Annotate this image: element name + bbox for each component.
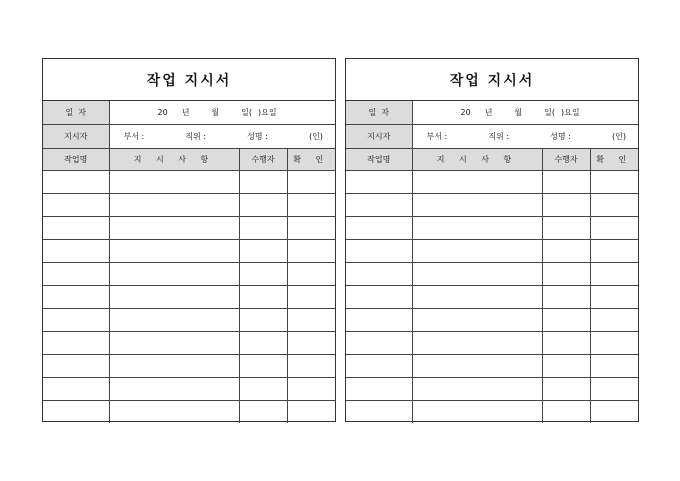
cell[interactable]: [590, 401, 638, 424]
cell[interactable]: [109, 240, 239, 263]
cell[interactable]: [287, 309, 335, 332]
cell[interactable]: [590, 217, 638, 240]
cell[interactable]: [109, 355, 239, 378]
cell[interactable]: [239, 355, 287, 378]
cell[interactable]: [287, 171, 335, 194]
cell[interactable]: [542, 286, 590, 309]
cell[interactable]: [109, 332, 239, 355]
instructor-label: 지시자: [346, 125, 412, 149]
col-header-confirm: 확 인: [287, 149, 335, 171]
instructor-field[interactable]: 부서 : 직위 : 성명 : (인): [109, 125, 335, 149]
cell[interactable]: [590, 286, 638, 309]
cell[interactable]: [590, 194, 638, 217]
cell[interactable]: [346, 355, 412, 378]
table-row: [43, 378, 335, 401]
cell[interactable]: [412, 286, 542, 309]
form-title: 작업 지시서: [346, 59, 638, 101]
work-order-form-left: [42, 58, 336, 422]
cell[interactable]: [43, 332, 109, 355]
cell[interactable]: [43, 263, 109, 286]
cell[interactable]: [287, 355, 335, 378]
cell[interactable]: [239, 401, 287, 424]
table-row: [43, 355, 335, 378]
form-table: [346, 101, 638, 423]
work-order-form-right: [345, 58, 639, 422]
cell[interactable]: [346, 240, 412, 263]
cell[interactable]: [412, 240, 542, 263]
cell[interactable]: [346, 378, 412, 401]
cell[interactable]: [542, 240, 590, 263]
table-row: [43, 194, 335, 217]
cell[interactable]: [109, 194, 239, 217]
cell[interactable]: [346, 194, 412, 217]
cell[interactable]: [287, 240, 335, 263]
cell[interactable]: [43, 355, 109, 378]
cell[interactable]: [590, 355, 638, 378]
cell[interactable]: [109, 171, 239, 194]
table-row: [346, 263, 638, 286]
cell[interactable]: [412, 171, 542, 194]
table-row: [346, 171, 638, 194]
date-label: 일 자: [346, 101, 412, 125]
cell[interactable]: [412, 217, 542, 240]
cell[interactable]: [412, 332, 542, 355]
cell[interactable]: [412, 263, 542, 286]
cell[interactable]: [542, 263, 590, 286]
cell[interactable]: [542, 217, 590, 240]
cell[interactable]: [109, 378, 239, 401]
cell[interactable]: [109, 309, 239, 332]
cell[interactable]: [346, 263, 412, 286]
table-row: [43, 263, 335, 286]
cell[interactable]: [109, 263, 239, 286]
cell[interactable]: [239, 240, 287, 263]
table-row: [346, 401, 638, 424]
cell[interactable]: [287, 194, 335, 217]
cell[interactable]: [239, 171, 287, 194]
cell[interactable]: [109, 286, 239, 309]
cell[interactable]: [109, 401, 239, 424]
col-header-task-name: 작업명: [43, 149, 109, 171]
instructor-field[interactable]: 부서 : 직위 : 성명 : (인): [412, 125, 638, 149]
table-row: [346, 194, 638, 217]
table-row: [346, 378, 638, 401]
cell[interactable]: [590, 309, 638, 332]
cell[interactable]: [239, 378, 287, 401]
cell[interactable]: [542, 378, 590, 401]
cell[interactable]: [542, 194, 590, 217]
table-row: [346, 332, 638, 355]
cell[interactable]: [43, 286, 109, 309]
cell[interactable]: [43, 378, 109, 401]
cell[interactable]: [239, 309, 287, 332]
form-title: 작업 지시서: [43, 59, 335, 101]
table-row: [43, 401, 335, 424]
cell[interactable]: [43, 401, 109, 424]
date-label: 일 자: [43, 101, 109, 125]
table-row: [346, 286, 638, 309]
cell[interactable]: [590, 263, 638, 286]
cell[interactable]: [43, 171, 109, 194]
cell[interactable]: [346, 332, 412, 355]
col-header-confirm: 확 인: [590, 149, 638, 171]
cell[interactable]: [43, 240, 109, 263]
cell[interactable]: [412, 194, 542, 217]
table-row: [346, 217, 638, 240]
cell[interactable]: [346, 309, 412, 332]
col-header-performer: 수행자: [542, 149, 590, 171]
table-row: [43, 309, 335, 332]
cell[interactable]: [287, 332, 335, 355]
table-row: [43, 240, 335, 263]
col-header-instructions: 지 시 사 항: [412, 149, 542, 171]
cell[interactable]: [590, 332, 638, 355]
cell[interactable]: [43, 217, 109, 240]
cell[interactable]: [287, 286, 335, 309]
instructor-label: 지시자: [43, 125, 109, 149]
cell[interactable]: [239, 263, 287, 286]
cell[interactable]: [346, 171, 412, 194]
form-table: [43, 101, 335, 423]
cell[interactable]: [43, 194, 109, 217]
cell[interactable]: [590, 240, 638, 263]
cell[interactable]: [542, 309, 590, 332]
cell[interactable]: [542, 332, 590, 355]
cell[interactable]: [412, 309, 542, 332]
cell[interactable]: [346, 286, 412, 309]
table-row: [43, 171, 335, 194]
cell[interactable]: [239, 194, 287, 217]
table-row: [43, 286, 335, 309]
table-row: [346, 309, 638, 332]
cell[interactable]: [239, 286, 287, 309]
cell[interactable]: [542, 401, 590, 424]
cell[interactable]: [542, 171, 590, 194]
date-field[interactable]: 20 년 월 일( )요일: [412, 101, 638, 125]
table-row: [346, 240, 638, 263]
cell[interactable]: [239, 332, 287, 355]
cell[interactable]: [43, 309, 109, 332]
table-row: [43, 217, 335, 240]
date-field[interactable]: 20 년 월 일( )요일: [109, 101, 335, 125]
cell[interactable]: [590, 171, 638, 194]
cell[interactable]: [287, 378, 335, 401]
cell[interactable]: [412, 401, 542, 424]
cell[interactable]: [542, 355, 590, 378]
cell[interactable]: [412, 355, 542, 378]
table-row: [43, 332, 335, 355]
cell[interactable]: [412, 378, 542, 401]
cell[interactable]: [287, 401, 335, 424]
col-header-instructions: 지 시 사 항: [109, 149, 239, 171]
cell[interactable]: [346, 217, 412, 240]
cell[interactable]: [590, 378, 638, 401]
col-header-performer: 수행자: [239, 149, 287, 171]
cell[interactable]: [346, 401, 412, 424]
col-header-task-name: 작업명: [346, 149, 412, 171]
cell[interactable]: [287, 217, 335, 240]
table-row: [346, 355, 638, 378]
cell[interactable]: [109, 217, 239, 240]
cell[interactable]: [239, 217, 287, 240]
cell[interactable]: [287, 263, 335, 286]
